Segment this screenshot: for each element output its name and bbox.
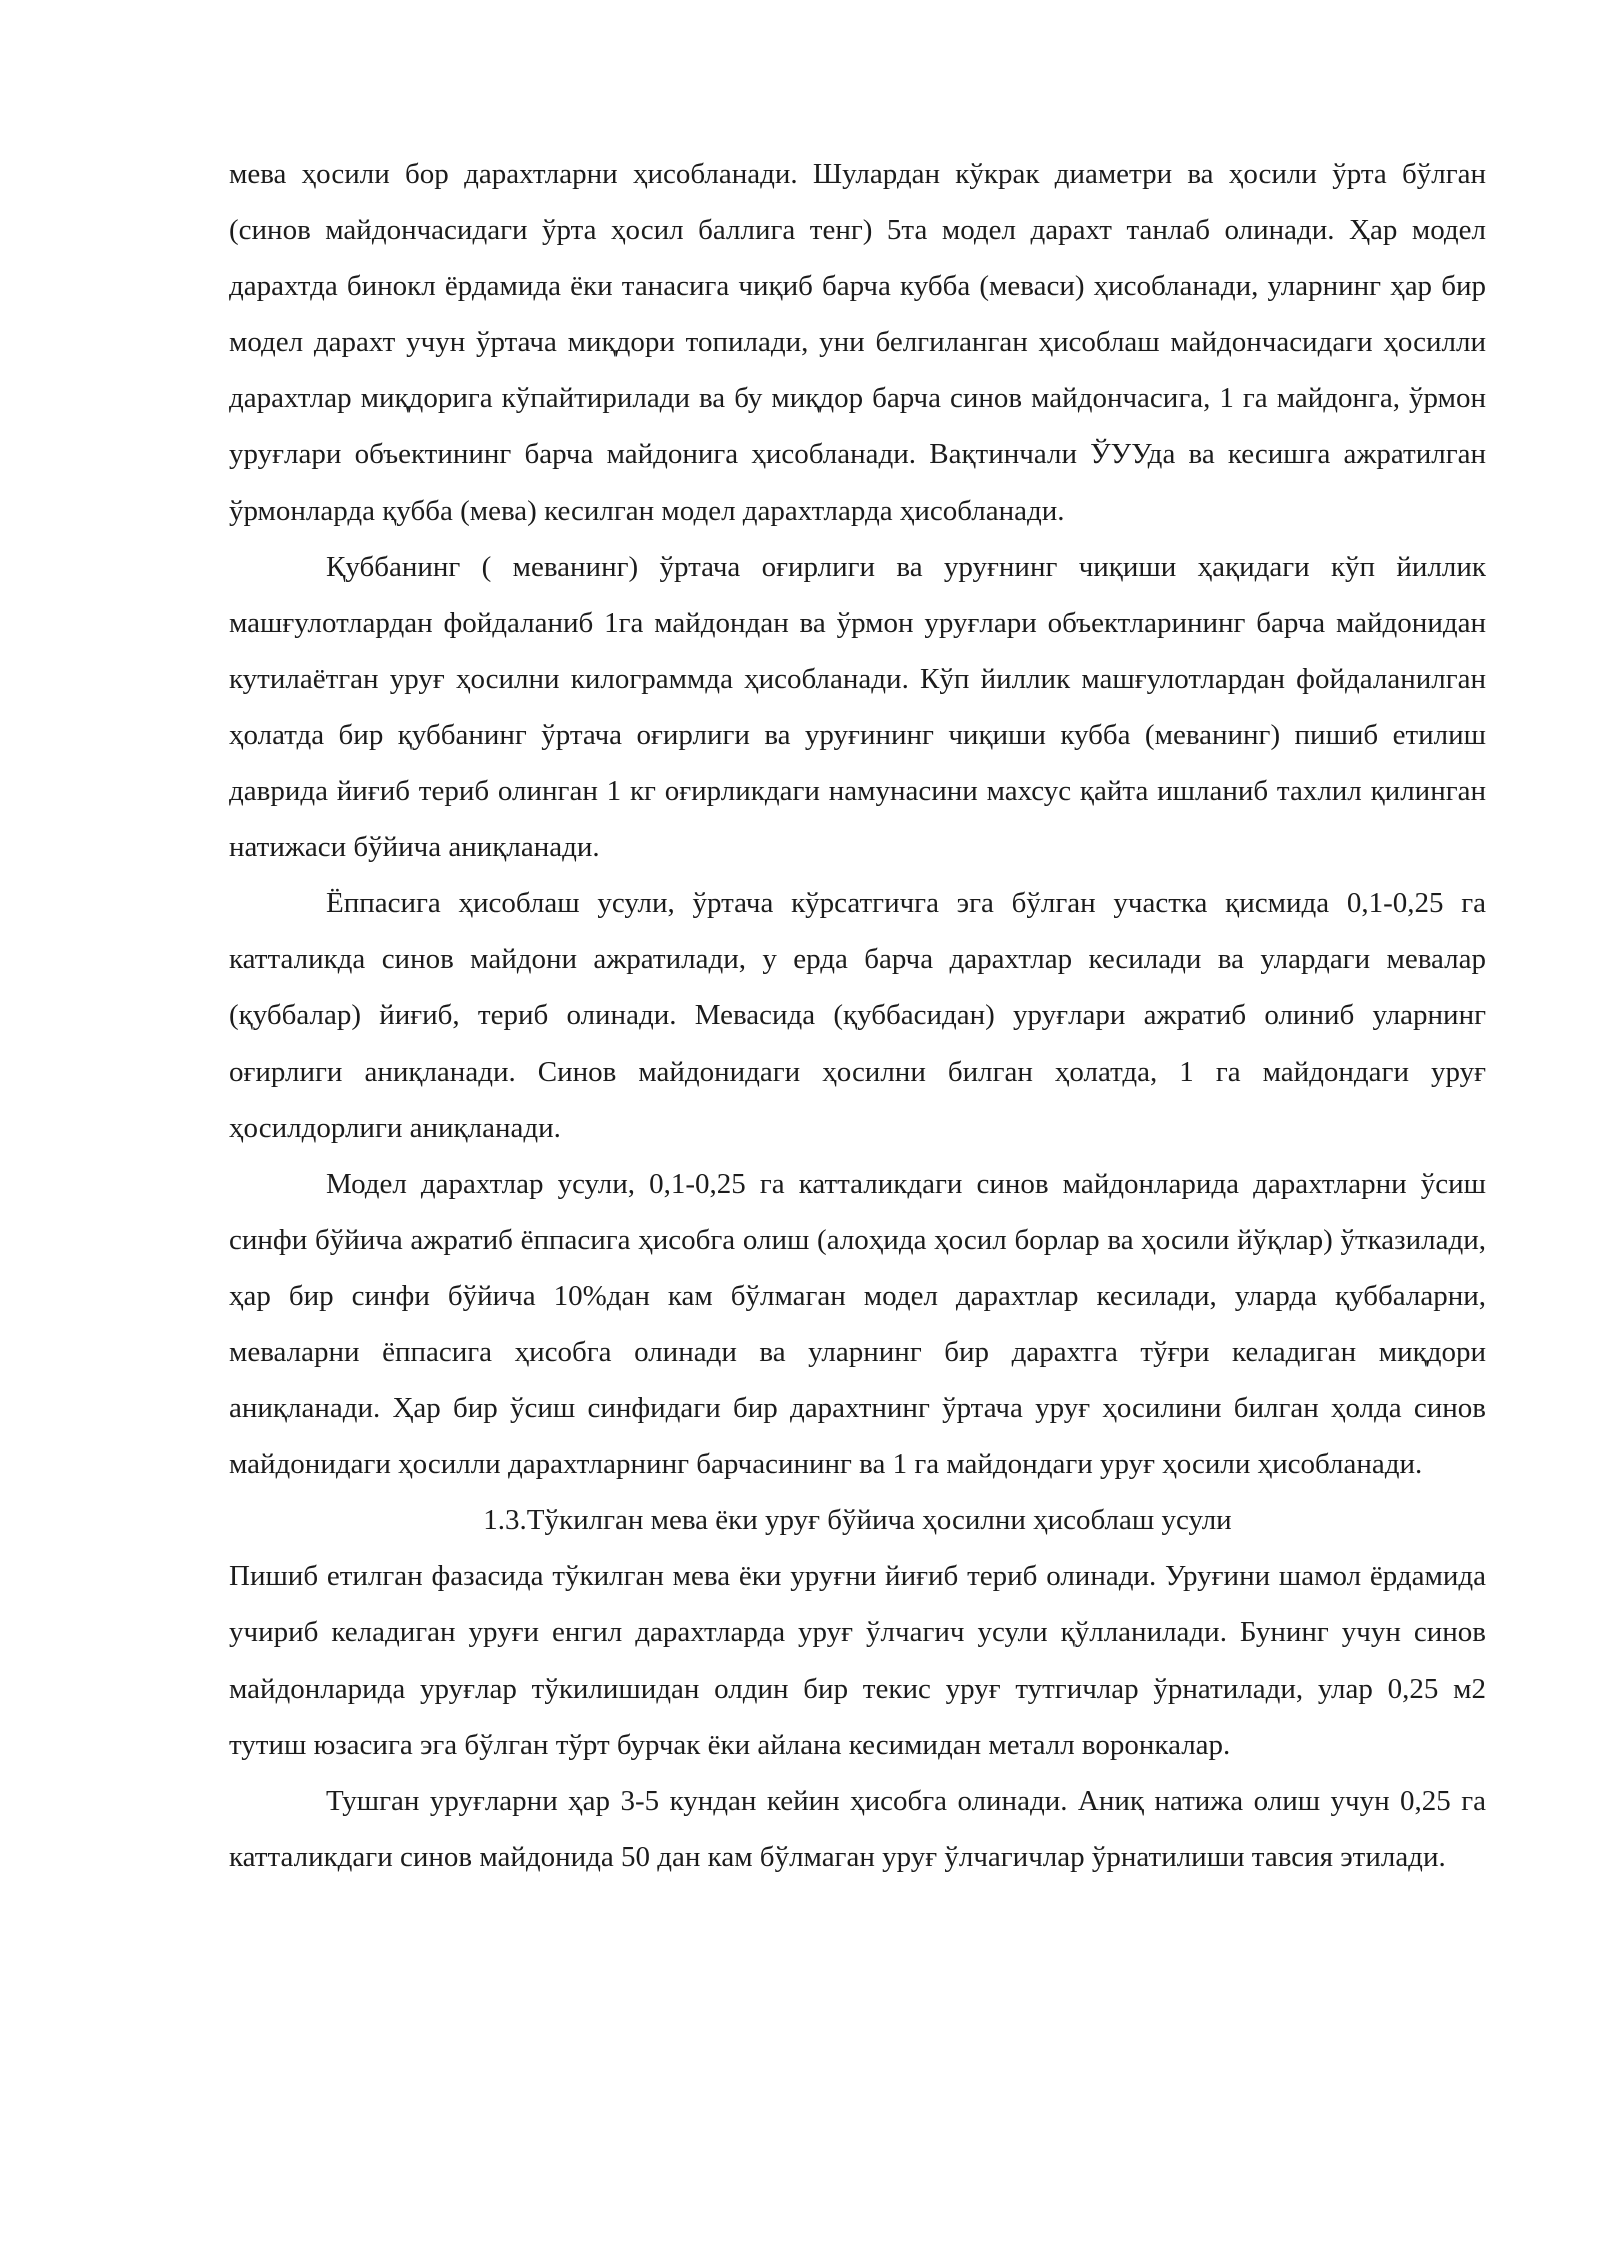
section-heading: 1.3.Тўкилган мева ёки уруғ бўйича ҳосилни ҳисоблаш усули <box>483 1504 1232 1537</box>
paragraph-fallen-seed-collection: Пишиб етилган фазасида тўкилган мева ёки уруғни йиғиб териб олинади. Уруғини шамол ёрдамида учириб келадиган уруғи енгил дарахтларда уруғ ўлчагич усули қўлланилади. Бунинг учун синов майдонларида уруғлар тўкилишидан олдин бир текис уруғ тутгичлар ўрнатилади, улар 0,25 м2 тутиш юзасига эга бўлган тўрт бурчак ёки айлана кесимидан металл воронкалар. <box>229 1560 1486 1761</box>
document-body <box>229 146 1486 1885</box>
paragraph-total-count-method: Ёппасига ҳисоблаш усули, ўртача кўрсатгичга эга бўлган участка қисмида 0,1-0,25 га катталикда синов майдони ажратилади, у ерда барча дарахтлар кесилади ва улардаги мевалар (қуббалар) йиғиб, териб олинади. Мевасида (қуббасидан) уруғлари ажратиб олиниб уларнинг оғирлиги аниқланади. Синов майдонидаги ҳосилни билган ҳолатда, 1 га майдондаги уруғ ҳосилдорлиги аниқланади. <box>229 887 1486 1144</box>
paragraph-seed-trap-count: Тушган уруғларни ҳар 3-5 кундан кейин ҳисобга олинади. Аниқ натижа олиш учун 0,25 га катталикдаги синов майдонида 50 дан кам бўлмаган уруғ ўлчагичлар ўрнатилиши тавсия этилади. <box>229 1784 1486 1873</box>
paragraph-model-trees-method: Модел дарахтлар усули, 0,1-0,25 га катталикдаги синов майдонларида дарахтларни ўсиш синфи бўйича ажратиб ёппасига ҳисобга олиш (алоҳида ҳосил борлар ва ҳосили йўқлар) ўтказилади, ҳар бир синфи бўйича 10%дан кам бўлмаган модел дарахтлар кесилади, уларда қуббаларни, меваларни ёппасига ҳисобга олинади ва уларнинг бир дарахтга тўғри келадиган миқдори аниқланади. Ҳар бир ўсиш синфидаги бир дарахтнинг ўртача уруғ ҳосилини билган ҳолда синов майдонидаги ҳосилли дарахтларнинг барчасининг ва 1 га майдондаги уруғ ҳосили ҳисобланади. <box>229 1167 1486 1481</box>
paragraph-seed-count-model-trees: мева ҳосили бор дарахтларни ҳисобланади. Шулардан кўкрак диаметри ва ҳосили ўрта бўлган (синов майдончасидаги ўрта ҳосил баллига тенг) 5та модел дарахт танлаб олинади. Ҳар модел дарахтда бинокл ёрдамида ёки танасига чиқиб барча кубба (меваси) ҳисобланади, уларнинг ҳар бир модел дарахт учун ўртача миқдори топилади, уни белгиланган ҳисоблаш майдончасидаги ҳосилли дарахтлар миқдорига кўпайтирилади ва бу миқдор барча синов майдончасига, 1 га майдонга, ўрмон уруғлари объектининг барча майдонига ҳисобланади. Вақтинчали ЎУУда ва кесишга ажратилган ўрмонларда қубба (мева) кесилган модел дарахтларда ҳисобланади. <box>229 158 1486 527</box>
paragraph-cone-weight: Қуббанинг ( меванинг) ўртача оғирлиги ва уруғнинг чиқиши ҳақидаги кўп йиллик машғулотлардан фойдаланиб 1га майдондан ва ўрмон уруғлари объектларининг барча майдонидан кутилаётган уруғ ҳосилни килограммда ҳисобланади. Кўп йиллик машғулотлардан фойдаланилган ҳолатда бир қуббанинг ўртача оғирлиги ва уруғининг чиқиши кубба (меванинг) пишиб етилиш даврида йиғиб териб олинган 1 кг оғирликдаги намунасини махсус қайта ишланиб тахлил қилинган натижаси бўйича аниқланади. <box>229 550 1486 864</box>
